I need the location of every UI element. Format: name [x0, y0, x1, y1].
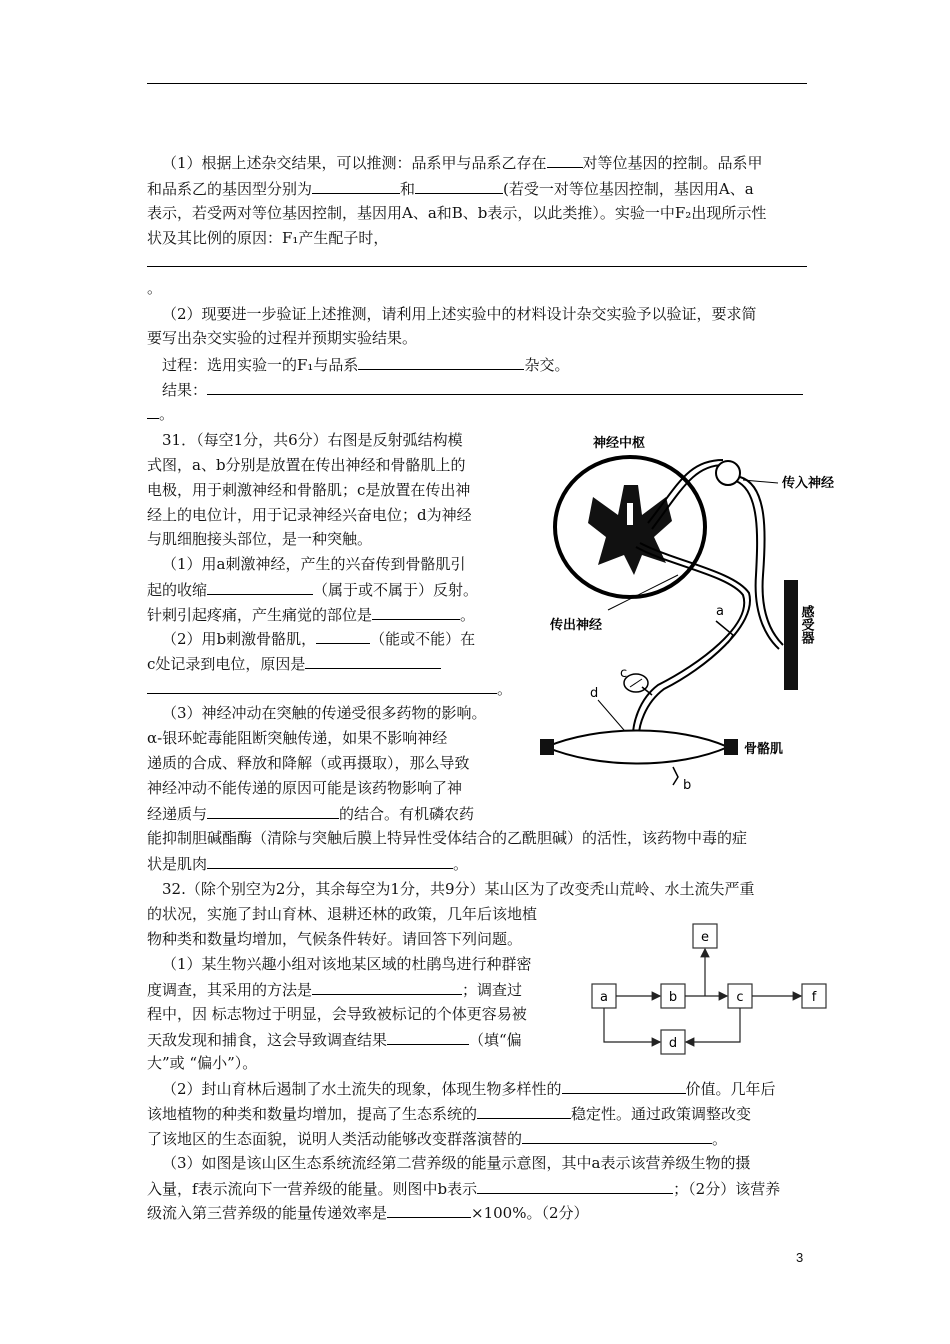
answer-blank[interactable]	[522, 1126, 712, 1144]
answer-blank[interactable]	[207, 801, 339, 819]
label-receptor: 感受器	[798, 605, 814, 644]
answer-blank[interactable]	[358, 352, 524, 370]
receptor	[784, 580, 798, 690]
q32-line3: 物种类和数量均增加，气候条件转好。请回答下列问题。	[147, 930, 523, 948]
q32-p3-line1: （3）如图是该山区生态系统流经第二营养级的能量示意图，其中a表示该营养级生物的摄	[162, 1154, 751, 1172]
label-afferent-nerve: 传入神经	[782, 476, 835, 491]
q31-p1-line2: 起的收缩 （属于或不属于）反射。	[147, 577, 478, 602]
label-b: b	[683, 778, 692, 793]
q31-p3-line2: α-银环蛇毒能阻断突触传递，如果不影响神经	[147, 729, 448, 747]
label-a: a	[716, 604, 724, 619]
q32-p1-line2: 度调查，其采用的方法是 ；调查过	[147, 977, 522, 1002]
q32-p1-line5: 大”或 “偏小”）。	[147, 1054, 258, 1072]
skeletal-muscle	[540, 731, 738, 764]
meter-c	[624, 674, 652, 695]
q32-p2-line2: 该地植物的种类和数量均增加，提高了生态系统的 稳定性。通过政策调整改变	[147, 1101, 751, 1126]
answer-blank[interactable]	[147, 401, 159, 419]
energy-flow-diagram	[584, 914, 832, 1062]
q30-p1-line1: （1）根据上述杂交结果，可以推测：品系甲与品系乙存在 对等位基因的控制。品系甲	[162, 150, 763, 175]
answer-blank[interactable]	[147, 676, 497, 694]
q32-p2-line1: （2）封山育林后遏制了水土流失的现象，体现生物多样性的 价值。几年后	[162, 1076, 776, 1101]
q32-p3-line2: 入量，f表示流向下一营养级的能量。则图中b表示 ；（2分）该营养	[147, 1176, 780, 1201]
q30-p2-line1: （2）现要进一步验证上述推测，请利用上述实验中的材料设计杂交实验予以验证，要求简	[162, 305, 757, 323]
answer-blank[interactable]	[547, 150, 583, 168]
answer-line[interactable]	[147, 266, 807, 267]
answer-blank[interactable]	[316, 626, 370, 644]
q31-p3-line1: （3）神经冲动在突触的传递受很多药物的影响。	[162, 704, 487, 722]
q30-p2-end: 。	[147, 401, 174, 426]
q31-p3-line5: 经递质与 的结合。有机磷农药	[147, 801, 474, 826]
q32-p1-line3: 程中，因 标志物过于明显，会导致被标记的个体更容易被	[147, 1005, 527, 1023]
header-rule	[147, 83, 807, 84]
electrode-b	[673, 767, 678, 785]
q31-p1-line3: 针刺引起疼痛，产生痛觉的部位是 。	[147, 602, 475, 627]
label-c: c	[620, 666, 628, 681]
q31-line4: 经上的电位计，用于记录神经兴奋电位；d为神经	[147, 506, 472, 524]
q32-p1-line4: 天敌发现和捕食，这会导致调查结果 （填“偏	[147, 1027, 522, 1052]
q31-p3-line4: 神经冲动不能传递的原因可能是该药物影响了神	[147, 779, 463, 797]
q30-p2-process: 过程：选用实验一的F₁与品系 杂交。	[162, 352, 569, 377]
label-d: d	[590, 686, 599, 701]
q31-p2-line2: c处记录到电位，原因是	[147, 651, 441, 676]
answer-blank[interactable]	[312, 176, 400, 194]
label-box-e: e	[701, 930, 709, 945]
reflex-arc-diagram	[538, 425, 838, 805]
q31-line3: 电极，用于刺激神经和骨骼肌；c是放置在传出神	[147, 481, 471, 499]
label-nerve-center: 神经中枢	[593, 436, 646, 451]
q31-p3-line7: 状是肌肉 。	[147, 851, 468, 876]
q30-p1-line3: 表示，若受两对等位基因控制，基因用A、a和B、b表示，以此类推）。实验一中F₂出现所示性	[147, 204, 767, 222]
q31-line2: 式图，a、b分别是放置在传出神经和骨骼肌上的	[147, 456, 466, 474]
q30-p1-line4: 状及其比例的原因：F₁产生配子时，	[147, 229, 389, 247]
answer-blank[interactable]	[477, 1176, 673, 1194]
answer-blank[interactable]	[207, 851, 453, 869]
label-efferent-nerve: 传出神经	[550, 618, 603, 633]
q31-p3-line6: 能抑制胆碱酯酶（清除与突触后膜上特异性受体结合的乙酰胆碱）的活性，该药物中毒的症	[147, 829, 748, 847]
q32-line1: 32.（除个别空为2分，其余每空为1分，共9分）某山区为了改变秃山荒岭、水土流失严重	[162, 880, 755, 898]
q32-p1-line1: （1）某生物兴趣小组对该地某区域的杜鹃鸟进行种群密	[162, 955, 532, 973]
answer-blank[interactable]	[207, 377, 803, 395]
q31-p1-line1: （1）用a刺激神经，产生的兴奋传到骨骼肌引	[162, 555, 466, 573]
q31-line1: 31．（每空1分，共6分）右图是反射弧结构模	[162, 431, 463, 449]
q32-p3-line3: 级流入第三营养级的能量传递效率是 ×100%。（2分）	[147, 1200, 589, 1225]
q31-p3-line3: 递质的合成、释放和降解（或再摄取），那么导致	[147, 754, 470, 772]
q32-line2: 的状况，实施了封山育林、退耕还林的政策，几年后该地植	[147, 905, 538, 923]
answer-blank[interactable]	[305, 651, 441, 669]
q31-p2-line1: （2）用b刺激骨骼肌， （能或不能）在	[162, 626, 475, 651]
q31-p2-line3: 。	[147, 676, 512, 701]
answer-blank[interactable]	[372, 602, 460, 620]
label-box-f: f	[811, 990, 817, 1005]
q30-p2-line2: 要写出杂交实验的过程并预期实验结果。	[147, 329, 418, 347]
answer-blank[interactable]	[415, 176, 503, 194]
answer-blank[interactable]	[562, 1076, 686, 1094]
label-box-a: a	[600, 990, 608, 1005]
answer-blank[interactable]	[207, 577, 313, 595]
label-box-b: b	[668, 990, 678, 1005]
answer-blank[interactable]	[387, 1200, 471, 1218]
q30-p1-line5: 。	[147, 279, 163, 297]
answer-blank[interactable]	[312, 977, 462, 995]
label-skeletal-muscle: 骨骼肌	[744, 742, 784, 757]
label-box-d: d	[668, 1036, 678, 1051]
answer-blank[interactable]	[387, 1027, 469, 1045]
q31-line5: 与肌细胞接头部位，是一种突触。	[147, 530, 373, 548]
q32-p2-line3: 了该地区的生态面貌，说明人类活动能够改变群落演替的 。	[147, 1126, 727, 1151]
q30-p1-line2: 和品系乙的基因型分别为 和 (若受一对等位基因控制，基因用A、a	[147, 176, 754, 201]
answer-blank[interactable]	[477, 1101, 571, 1119]
q30-p2-result: 结果：	[162, 377, 803, 402]
label-box-c: c	[736, 990, 744, 1005]
page-number: 3	[796, 1250, 804, 1265]
